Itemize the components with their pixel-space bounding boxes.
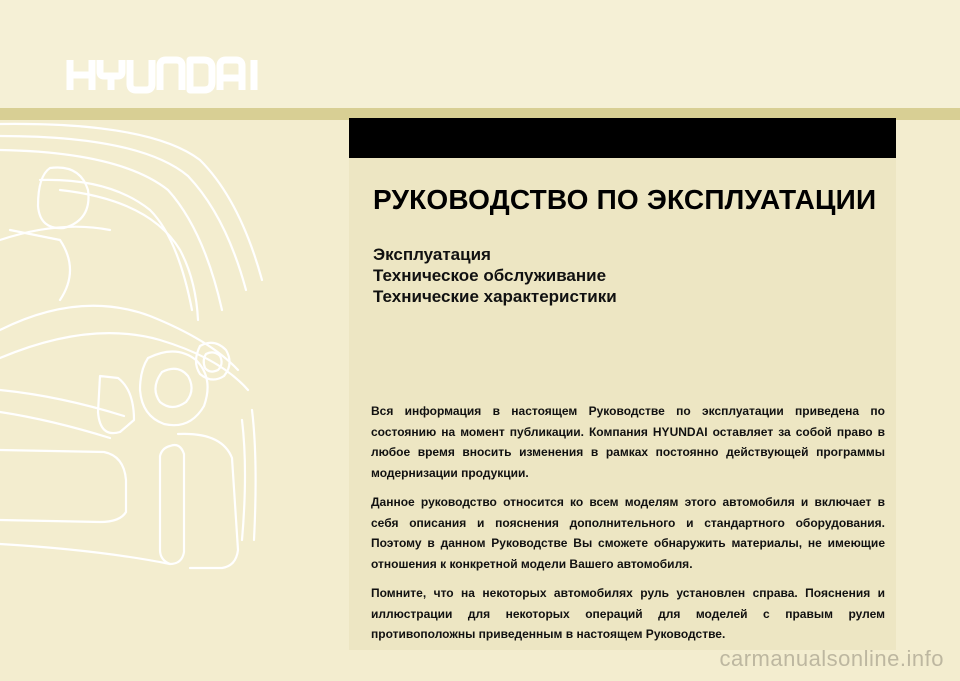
watermark: carmanualsonline.info: [719, 646, 944, 671]
manual-title: РУКОВОДСТВО ПО ЭКСПЛУАТАЦИИ: [373, 184, 877, 215]
paragraph-publication-info: Вся информация в настоящем Руководстве по эксплуатации приведена по состоянию на момент публикации. Компания HYUNDAI оставляет за собой право в любое время вносить изменения в рамках постоянно действующей программы модернизации продукции.: [371, 404, 885, 480]
disclaimer-text: [371, 401, 885, 654]
paragraph-model-coverage: Данное руководство относится ко всем моделям этого автомобиля и включает в себя описания и пояснения дополнительного и стандартного оборудования. Поэтому в данном Руководстве Вы сможете обнаружить материалы, не имеющие отношения к конкретной модели Вашего автомобиля.: [371, 495, 885, 571]
section-item-maintenance: Техническое обслуживание: [373, 266, 607, 285]
section-item-operation: Эксплуатация: [373, 245, 491, 264]
car-line-illustration: [0, 120, 352, 676]
section-list: [373, 244, 617, 307]
panel-header-bar: [349, 118, 896, 158]
section-item-specifications: Технические характеристики: [373, 287, 617, 306]
hyundai-logo: [66, 56, 266, 99]
paragraph-right-hand-drive: Помните, что на некоторых автомобилях руль установлен справа. Пояснения и иллюстрации для некоторых операций для моделей с правым рулем противоположны приведенным в настоящем Руководстве.: [371, 586, 885, 641]
